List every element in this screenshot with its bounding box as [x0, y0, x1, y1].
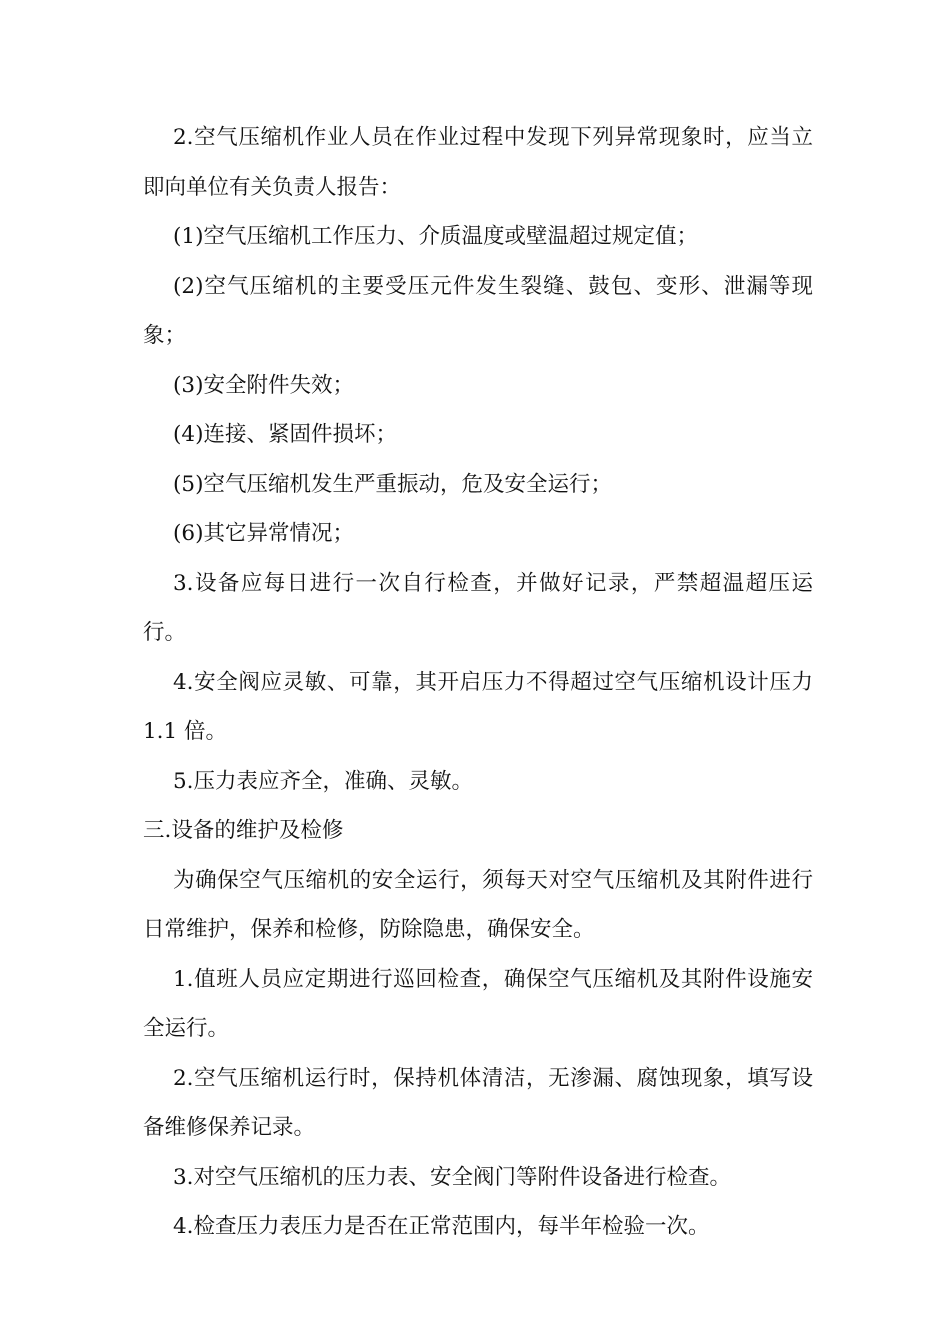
paragraph-pressure-gauge: 5.压力表应齐全，准确、灵敏。 — [173, 768, 474, 794]
paragraph-safety-valve: 4.安全阀应灵敏、可靠，其开启压力不得超过空气压缩机设计压力1.1 倍。 — [143, 669, 813, 744]
list-item-pressure-exceeded: (1)空气压缩机工作压力、介质温度或壁温超过规定值； — [173, 224, 698, 249]
list-item-other-abnormal: (6)其它异常情况； — [173, 521, 354, 546]
paragraph-maintenance-intro: 为确保空气压缩机的安全运行，须每天对空气压缩机及其附件进行日常维护，保养和检修，防除隐患，确保安全。 — [143, 867, 813, 942]
list-item-component-damage: (2)空气压缩机的主要受压元件发生裂缝、鼓包、变形、泄漏等现象； — [143, 273, 813, 348]
list-item-fastener-damage: (4)连接、紧固件损坏； — [173, 422, 397, 447]
document-body — [143, 113, 813, 1252]
list-item-severe-vibration: (5)空气压缩机发生严重振动，危及安全运行； — [173, 471, 612, 497]
paragraph-gauge-calibration: 4.检查压力表压力是否在正常范围内，每半年检验一次。 — [173, 1214, 710, 1239]
section-heading-maintenance: 三.设备的维护及检修 — [143, 818, 344, 843]
paragraph-abnormal-report: 2.空气压缩机作业人员在作业过程中发现下列异常现象时，应当立即向单位有关负责人报告： — [143, 125, 813, 200]
paragraph-daily-inspection: 3.设备应每日进行一次自行检查，并做好记录，严禁超温超压运行。 — [143, 570, 813, 645]
list-item-safety-accessory-failure: (3)安全附件失效； — [173, 372, 354, 398]
paragraph-clean-operation: 2.空气压缩机运行时，保持机体清洁，无渗漏、腐蚀现象，填写设备维修保养记录。 — [143, 1065, 813, 1140]
paragraph-patrol-inspection: 1.值班人员应定期进行巡回检查，确保空气压缩机及其附件设施安全运行。 — [143, 966, 813, 1041]
paragraph-accessory-check: 3.对空气压缩机的压力表、安全阀门等附件设备进行检查。 — [173, 1164, 732, 1190]
